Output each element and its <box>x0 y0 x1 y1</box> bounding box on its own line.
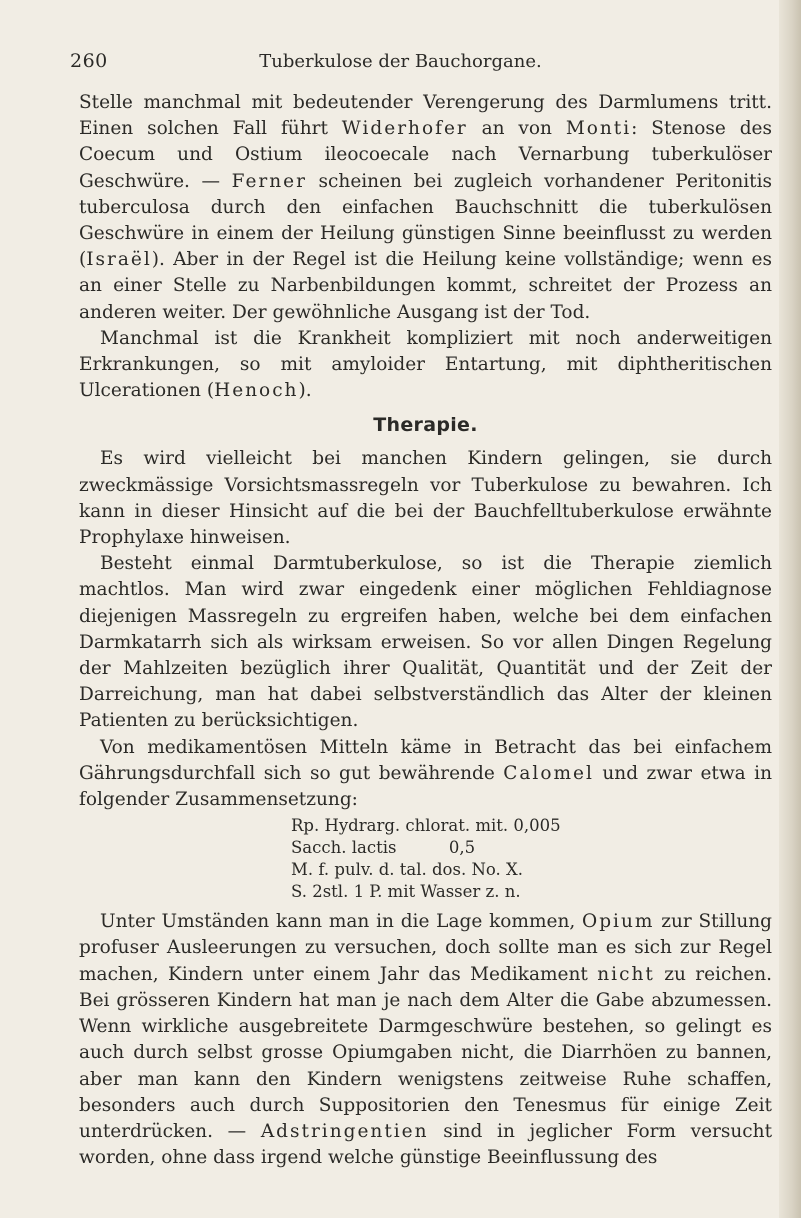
drug-term: Adstringentien <box>260 1120 429 1142</box>
page-header <box>0 50 801 80</box>
prescription-line: S. 2stl. 1 P. mit Wasser z. n. <box>291 882 521 902</box>
section-heading: Therapie. <box>373 414 478 437</box>
author-name: Monti <box>565 118 632 140</box>
drug-term: Calomel <box>503 762 594 784</box>
prescription-line: Rp. Hydrarg. chlorat. mit. 0,005 <box>291 816 561 836</box>
paragraph-prophylaxis: Es wird vielleicht bei manchen Kindern gelingen, sie durch zweckmässige Vorsichtsmassregeln vor Tuberkulose zu bewahren. Ich kann in dieser Hinsicht auf die bei der Bauchfelltuberkulose erwähnte Prophylaxe hinweisen. <box>79 448 772 549</box>
author-name: Henoch <box>214 380 299 402</box>
author-name: Israël <box>86 249 152 271</box>
page-body <box>79 90 772 1171</box>
running-title: Tuberkulose der Bauchorgane. <box>259 51 542 72</box>
paragraph-medication: Von medikamentösen Mitteln käme in Betracht das bei einfachem Gährungsdurchfall sich so gut bewährende Calomel und zwar etwa in folgender Zusammensetzung: <box>79 736 772 811</box>
page-number: 260 <box>70 50 108 72</box>
drug-term: Opium <box>582 911 655 933</box>
paragraph-therapy: Besteht einmal Darmtuberkulose, so ist die Therapie ziemlich machtlos. Man wird zwar eingedenk einer möglichen Fehldiagnose diejenigen Massregeln zu ergreifen haben, welche bei dem einfachen Darmkatarrh sich als wirksam erweisen. So vor allen Dingen Regelung der Mahlzeiten bezüglich ihrer Qualität, Quantität und der Zeit der Darreichung, man hat dabei selbstverständlich das Alter der kleinen Patienten zu berücksichtigen. <box>79 553 772 732</box>
paragraph-complications: Manchmal ist die Krankheit kompliziert mit noch anderweitigen Erkrankungen, so mit amyloider Entartung, mit diphtheritischen Ulcerationen (Henoch). <box>79 327 772 402</box>
author-name: Ferner <box>231 170 307 192</box>
paragraph-opium: Unter Umständen kann man in die Lage kommen, Opium zur Stillung profuser Ausleerungen zu versuchen, doch sollte man es sich zur Regel machen, Kindern unter einem Jahr das Medikament nicht zu reichen. Bei grösseren Kindern hat man je nach dem Alter die Gabe abzumessen. Wenn wirkliche ausgebreitete Darmgeschwüre bestehen, so gelingt es auch durch selbst grosse Opiumgaben nicht, die Diarrhöen zu bannen, aber man kann den Kindern wenigstens zeitweise Ruhe schaffen, besonders auch durch Suppositorien den Tenesmus für einige Zeit unterdrücken. — Adstringentien sind in jeglicher Form versucht worden, ohne dass irgend welche günstige Beeinflussung des <box>79 911 773 1169</box>
prescription <box>291 815 772 903</box>
prescription-line: Sacch. lactis 0,5 <box>291 838 476 858</box>
prescription-line: M. f. pulv. d. tal. dos. No. X. <box>291 860 524 880</box>
emphasis: nicht <box>597 963 655 985</box>
author-name: Widerhofer <box>341 118 468 140</box>
page-edge <box>779 0 801 1218</box>
paragraph-stenosis: Stelle manchmal mit bedeutender Verengerung des Darmlumens tritt. Einen solchen Fall führt Widerhofer an von Monti: Stenose des Coecum und Ostium ileocoecale nach Vernarbung tuberkulöser Geschwüre. — Ferner scheinen bei zugleich vorhandener Peritonitis tuberculosa durch den einfachen Bauchschnitt die tuberkulösen Geschwüre in einem der Heilung günstigen Sinne beeinflusst zu werden (Israël). Aber in der Regel ist die Heilung keine vollständige; wenn es an einer Stelle zu Narbenbildungen kommt, schreitet der Prozess an anderen weiter. Der gewöhnliche Ausgang ist der Tod. <box>79 92 772 323</box>
